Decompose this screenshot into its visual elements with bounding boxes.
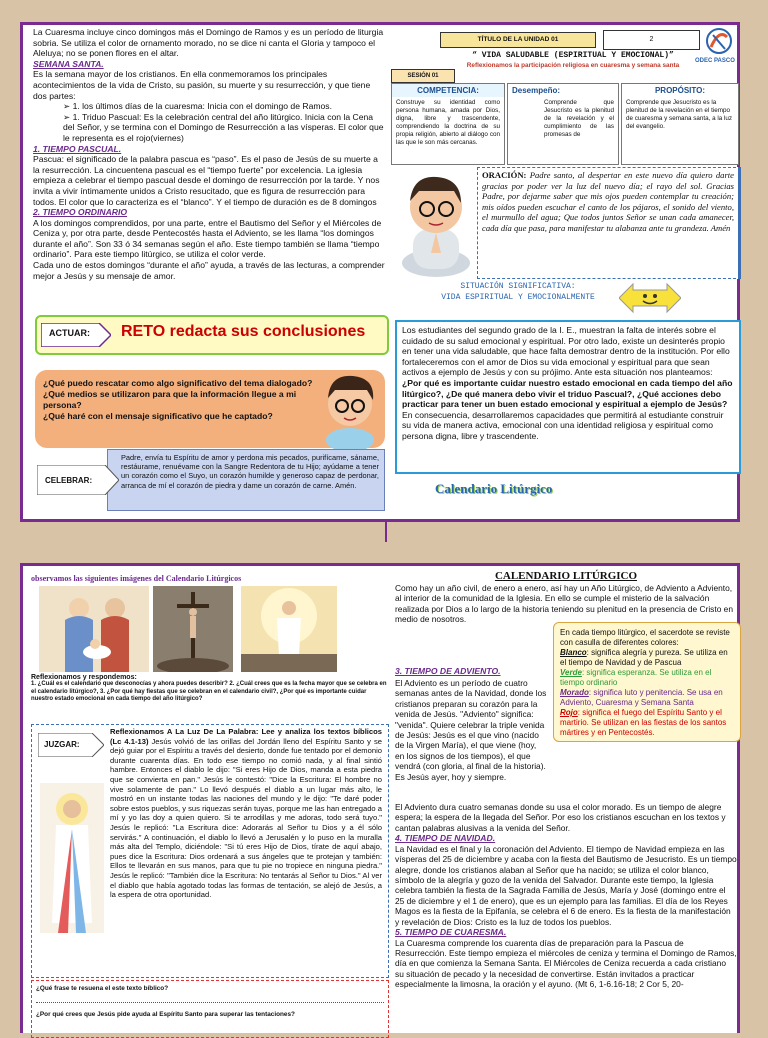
desempeno-box (507, 83, 619, 165)
bullet-1: ➢ 1. los últimos días de la cuaresma: Inicia con el domingo de Ramos. (63, 101, 332, 112)
oracion-box (477, 167, 741, 279)
actuar-banner (35, 315, 389, 355)
celebrar-area (35, 449, 385, 511)
calendario-title: CALENDARIO LITÚRGICO (494, 570, 638, 582)
cuaresma-text: La Cuaresma comprende los cuarenta días de preparación para la Pascua de Resurrección. Este tiempo empieza el miércoles de ceniza y termina el Domingo de Ramos, día en que comienza la Semana Santa. El Miércoles de Ceniza recuerda a cada cristiano su situación de pecado y la necesidad de convertirse. Están invitados a practicar especialmente la limosna, la oración y el ayuno. (Mt 6, 1-6.16-18; 2 Cor 5, 20- (395, 937, 737, 990)
colors-text: En cada tiempo litúrgico, el sacerdote se reviste con casulla de diferentes colores: Blanco: significa alegría y pureza. Se utiliza en el tiempo de Navidad y de Pascua Verde: significa esperanza. Se utiliza en el tiempo ordinario Morado: significa luto y penitencia. Se usa en Adviento, Cuaresma y Semana Santa Rojo: significa el fuego del Espíritu Santo y el martirio. Se utilizan en las fiestas de los santos mártires y en Pentecostés. (560, 628, 730, 737)
situacion-line-1: SITUACIÓN SIGNIFICATIVA: (460, 282, 576, 291)
competencia-text: Construye su identidad como persona humana, amada por Dios, digna, libre y trascendente, comprendiendo la doctrina de su propia religión, abierto al diálogo con las que le son más cercanas. (396, 99, 500, 146)
proposito-title: PROPÓSITO: (654, 86, 706, 95)
lower-right-block (395, 802, 737, 990)
celebrar-label: CELEBRAR: (45, 476, 93, 485)
reflex-block (31, 674, 387, 704)
answer-line-1[interactable] (36, 998, 384, 1003)
competencia-box (391, 83, 505, 165)
adviento-text-2: El Adviento dura cuatro semanas donde su usa el color morado. Es un tiempo de alegre espera; la espera de la llegada del Señor. Por eso los cristianos escuchan en los textos y cantan palabras alusivas a la venida del Señor. (395, 802, 726, 833)
juzgar-label: JUZGAR: (44, 740, 80, 749)
juzgar-question-1: ¿Qué frase te resuena el este texto bíblico? (36, 985, 169, 992)
unit-label: TÍTULO DE LA UNIDAD 01 (440, 32, 596, 48)
navidad-text: La Navidad es el final y la coronación del Adviento. El tiempo de Navidad empieza en las vísperas del 25 de diciembre y acaba con la fiesta del Bautismo de Jesucristo. Es un tiempo alegre, donde los cristianos alaban al Señor que ha nacido; se utiliza el color blanco, símbolo de la alegría y gozo de la venida del Salvador. Durante este tiempo, la Iglesia celebra también la fiesta de la Sagrada Familia de Jesús, María y José (domingo entre el 25 de diciembre y el 1 de enero), que es un ejemplo para las familias. El día de los Reyes Magos es la fiesta de la Epifanía, se celebra el 6 de enero. Es la fiesta de la manifestación y revelación de Dios: Cristo es la luz de todos los pueblos. (395, 843, 737, 927)
adviento-text: El Adviento es un período de cuatro semanas antes de la Navidad, donde los cristianos preparan su corazón para la venida de Jesús. "Adviento" significa: "venida". Quiere celebrar la triple venida de Jesús: Jesús es el que vino (nacido de la Virgen María), el que viene (hoy, en los signos de los tiempos), el que vendrá (con gloria, al final de la historia). Es Jesús ayer, hoy y siempre. (395, 678, 547, 782)
right-column-2 (395, 570, 737, 582)
celebrar-prayer: Padre, envía tu Espíritu de amor y perdona mis pecados, purifícame, sáname, restáurame, renuévame con la Sangre Redentora de tu Hijo; ayúdame a tener un corazón como el Suyo, un corazón humilde y generoso capaz de perdonar, arranca de mí el corazón de piedra y dame un corazón de carne. Amén. (121, 453, 379, 490)
cuaresma-title: 5. TIEMPO DE CUARESMA. (395, 927, 507, 938)
actuar-question-3: ¿Qué haré con el mensaje significativo que he captado? (43, 411, 273, 421)
logo-text: ODEC PASCO (695, 58, 735, 64)
juzgar-questions (31, 980, 389, 1038)
bullet-2: ➢ 1. Triduo Pascual: Es la celebración central del año litúrgico. Inicia con la Cena del Señor, y se termina con el Domingo de Resurrección a las vísperas. El color que le representa es el rojo(viernes) (63, 111, 384, 143)
actuar-question-1: ¿Qué puedo rescatar como algo significativo del tema dialogado? (43, 378, 313, 388)
student-boy-illustration (315, 368, 385, 450)
adviento-block (395, 666, 547, 677)
competencia-title: COMPETENCIA: (392, 84, 504, 97)
situacion-text: Los estudiantes del segundo grado de la I. E., muestran la falta de interés sobre el cuidado de su salud emocional y espiritual. Por otro lado, existe un desinterés propio en tener una vida saludable, que hace falta demostrar dentro de la institución. Por ello fortaleceremos con el amor de Dios su vida emocional y espiritual para que sean activos a ejemplo de Jesús y con su prójimo. Ante esta situación nos planteamos: ¿Por qué es importante cuidar nuestro estado emocional en cada tiempo del año litúrgico?, ¿De qué manera debo vivir el triduo Pascual?, ¿Qué acciones debo practicar para tener un buen estado emocional y espiritual a ejemplo de Jesús? En consecuencia, desarrollaremos capacidades que permitirá al estudiante construir su vida de manera activa, emocional con una identidad religiosa y espiritual como persona digna, libre y trascendente. (402, 325, 733, 441)
page-number: 2 (603, 30, 700, 50)
left-column-1 (33, 27, 385, 281)
desempeno-text: Comprende que Jesucristo es la plenitud de la revelación y el cumplimiento de las promesas de (544, 99, 614, 138)
actuar-question-2: ¿Qué medios se utilizaron para que la información llegue a mi persona? (43, 389, 297, 410)
unit-title: “ VIDA SALUDABLE (ESPIRITUAL Y EMOCIONAL)” (472, 51, 674, 60)
calendario-heading: Calendario Litúrgico (435, 481, 553, 496)
actuar-label: ACTUAR: (49, 328, 90, 338)
oracion-text: ORACIÓN: Padre santo, al despertar en este nuevo día quiero darte gracias por poder ver la luz del nuevo día; el rayo del sol. Gracias Padre, por dejarme saber que mis ojos pueden contemplar tu creación; mis oídos pueden escuchar el canto de los pájaros, el sonido del viento, el murmullo del agua; Que todos juntos Señor se unan cada amanecer, cada día que pasa, para manifestar tu alabanza ante tu grandeza. Amén (482, 170, 734, 233)
tiempo-pascual-text: Pascua: el significado de la palabra pascua es “paso”. Es el paso de Jesús de su muerte a la resurrección. La cincuentena pascual es el “tiempo fuerte” por excelencia. La iglesia empieza a celebrar el tiempo pascual desde el domingo de resurrección por la tarde. Y nos invita a vivir íntimamente unidos a Cristo resucitado, que es figura de resurrección para todos. El color que lo caracteriza es el “blanco”. Y el tiempo de duración es de 8 domingos (33, 154, 380, 207)
calendario-intro: Como hay un año civil, de enero a enero, así hay un Año Litúrgico, de Adviento a Adviento, al interior de la comunidad de la Iglesia. En ello se cumple el misterio de la salvación realizada por Dios a lo largo de la historia teniendo su plenitud en la presencia de Cristo en medio de nosotros. (395, 583, 733, 625)
session-label: SESIÓN 01 (391, 69, 455, 83)
situacion-box (395, 320, 741, 474)
jesus-image (40, 783, 104, 933)
proposito-box (621, 83, 739, 165)
juzgar-reading: Reflexionamos A La Luz De La Palabra: Lee y analiza los textos bíblicos (Lc 4.1-13) Jesús volvió de las orillas del Jordán lleno del Espíritu Santo y se dejó guiar por el Espíritu a través del desierto, donde fue tentado por el demonio durante cuarenta días. En todo ese tiempo no comió nada, y al final sintió hambre. Entonces el diablo le dijo: "Si eres Hijo de Dios, manda a esta piedra que se convierta en pan." Jesús le contestó: "Dice la Escritura: El hombre no vive solamente de pan." Lo llevó después el diablo a un lugar más alto, le mostró en un instante todas las naciones del mundo y le dijo: "Te daré poder sobre estos pueblos, y sus riquezas serán tuyas, porque me las han entregado a mí y yo las doy a quien quiero. Si te arrodillas y me adoras, todo será tuyo." Jesús le replicó: "La Escritura dice: Adorarás al Señor tu Dios y a él sólo servirás." A continuación, el diablo lo llevó a Jerusalén y lo puso en la muralla más alta del Templo, diciéndole: "Si tú eres Hijo de Dios, tírate de aquí abajo, pues dice la Escritura: Dios ordenará a sus ángeles que te protejan y también: Ellos te llevarán en sus manos, para que tu pie no tropiece en ninguna piedra." Jesús le replicó: "También dice la Escritura: No tentarás al Señor tu Dios." Al ver el diablo que había agotado todas las formas de tentación, se alejó de Jesús, a la espera de otra oportunidad. (110, 727, 382, 900)
worksheet-page-2 (20, 563, 740, 1033)
tiempo-ordinario-text-2: Cada uno de estos domingos “durante el año” ayuda, a través de las lecturas, a comprender mejor a Jesús y su mensaje de amor. (33, 260, 385, 281)
smiley-arrow-icon (619, 280, 681, 316)
colors-intro: En cada tiempo litúrgico, el sacerdote se reviste con casulla de diferentes colores: (560, 628, 730, 647)
subtitle: Reflexionamos la participación religiosa en cuaresma y semana santa (466, 62, 680, 69)
adviento-title: 3. TIEMPO DE ADVIENTO. (395, 666, 501, 676)
proposito-text: Comprende que Jesucristo es la plenitud de la revelación en el tiempo de cuaresma y semana santa, a la luz del evangelio. (626, 99, 733, 130)
situacion-line-2: VIDA ESPIRITUAL Y EMOCIONALMENTE (441, 293, 595, 302)
desempeno-title: Desempeño: (512, 86, 561, 95)
tiempo-pascual-title: 1. TIEMPO PASCUAL. (33, 143, 122, 154)
reflex-title: Reflexionamos y respondemos: (31, 674, 137, 681)
crucifixion-image (153, 586, 233, 672)
tiempo-ordinario-text: A los domingos comprendidos, por una parte, entre el Bautismo del Señor y el Miércoles de Ceniza y, por otra parte, desde Pentecostés hasta el Adviento, se les llama “los domingos durante el año”. Son 33 ó 34 semanas según el año. Este tiempo también se llama “tiempo ordinario”. Para este tiempo litúrgico, se utiliza el color verde. (33, 217, 382, 260)
tiempo-ordinario-title: 2. TIEMPO ORDINARIO (33, 207, 128, 218)
observe-heading: observamos las siguientes imágenes del Calendario Litúrgicos (31, 574, 242, 583)
juzgar-question-2: ¿Por qué crees que Jesús pide ayuda al Espíritu Santo para superar las tentaciones? (36, 1011, 295, 1018)
juzgar-box (31, 724, 389, 978)
reto-heading: RETO redacta sus conclusiones (121, 323, 366, 340)
praying-boy-illustration (391, 167, 481, 277)
worksheet-page-1 (20, 22, 740, 522)
odec-logo-icon (701, 27, 737, 61)
situacion-heading (403, 281, 633, 303)
cuaresma-intro: La Cuaresma incluye cinco domingos más el Domingo de Ramos y es un período de liturgia sobria. Se utiliza el color de ornamento morado, no se dice ni canta el Gloria y tampoco el Aleluya; no se ponen flores en el altar. (33, 27, 384, 59)
navidad-title: 4. TIEMPO DE NAVIDAD. (395, 833, 496, 844)
nativity-image (39, 586, 149, 672)
reflex-text: 1. ¿Cuál es el calendario que desconocías y ahora puedes describir? 2. ¿Cuál crees que es la fecha mayor que se celebra en el calendario litúrgico?, 3. ¿Por qué hay fiestas que se celebran en el calendario civil?, ¿Por qué es importante cuidar nuestro estado emocional en cada tiempo del año litúrgico? (31, 681, 387, 703)
resurrection-image (241, 586, 337, 672)
semana-santa-text: Es la semana mayor de los cristianos. En ella conmemoramos los principales acontecimientos de la vida de Cristo, su pasión, su muerte y su resurrección, y que tiene dos partes: (33, 69, 371, 101)
semana-santa-title: SEMANA SANTA. (33, 58, 104, 69)
